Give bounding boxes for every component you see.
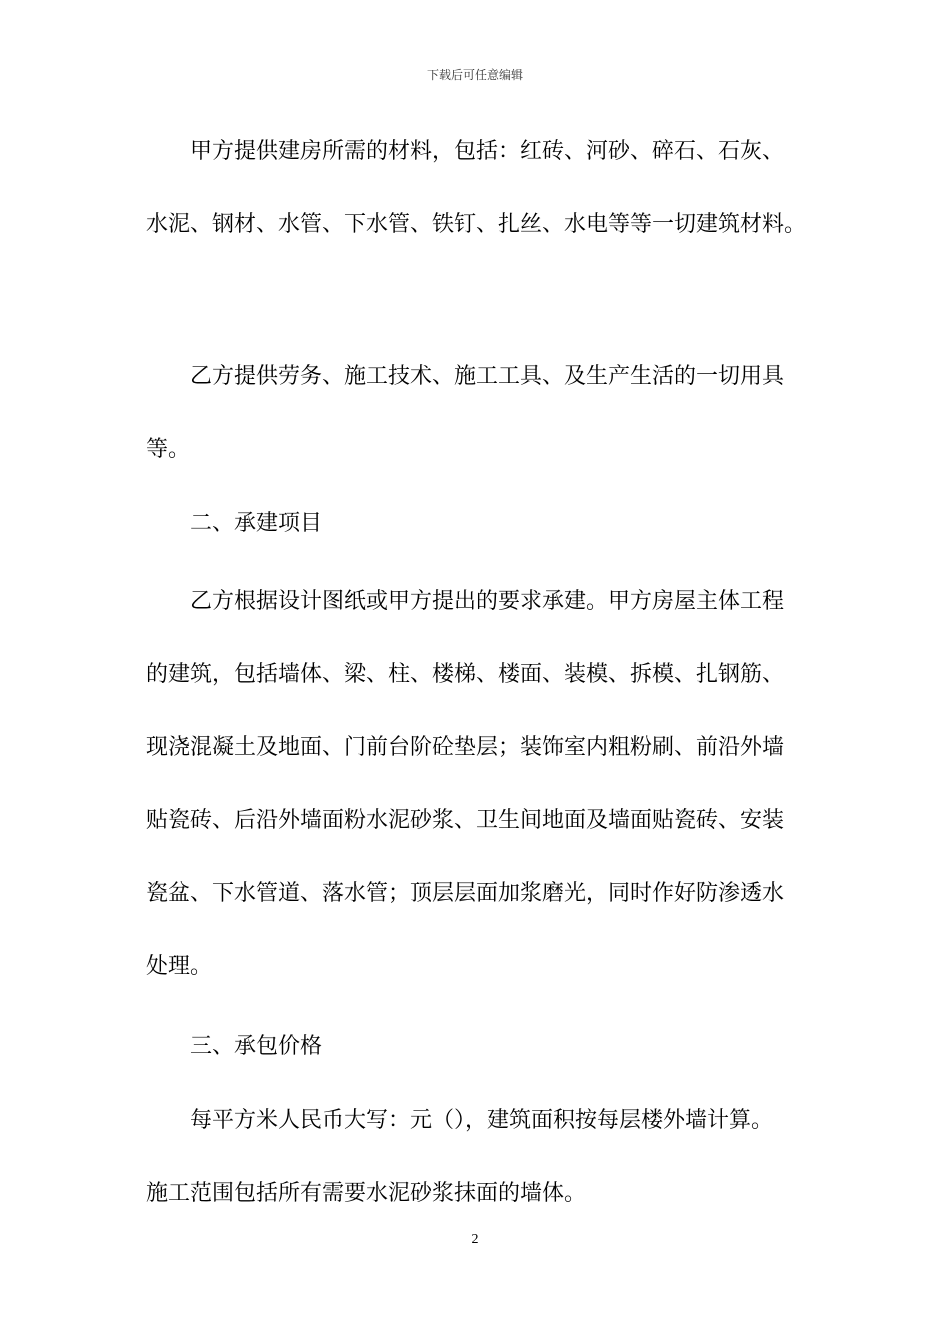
text-line: 现浇混凝土及地面、门前台阶砼垫层；装饰室内粗粉刷、前沿外墙 [146,735,785,760]
paragraph-price [146,1084,816,1230]
text-line: 等。 [146,437,191,462]
text-line: 每平方米人民币大写：元（），建筑面积按每层楼外墙计算。 [190,1108,774,1133]
text-line: 贴瓷砖、后沿外墙面粉水泥砂浆、卫生间地面及墙面贴瓷砖、安装 [146,808,785,833]
text-line: 的建筑，包括墙体、梁、柱、楼梯、楼面、装模、拆模、扎钢筋、 [146,662,785,687]
text-line: 处理。 [146,954,213,979]
text-line: 二、承建项目 [190,511,323,536]
paragraph-materials [146,115,816,261]
paragraph-construction-scope [146,565,816,1003]
text-line: 水泥、钢材、水管、下水管、铁钉、扎丝、水电等等一切建筑材料。 [146,212,807,237]
text-line: 乙方提供劳务、施工技术、施工工具、及生产生活的一切用具 [190,364,785,389]
section-heading-construction-items [146,487,816,560]
text-line: 瓷盆、下水管道、落水管；顶层层面加浆磨光，同时作好防渗透水 [146,881,785,906]
section-heading-contract-price [146,1010,816,1083]
text-line: 甲方提供建房所需的材料，包括：红砖、河砂、碎石、石灰、 [190,139,785,164]
text-line: 乙方根据设计图纸或甲方提出的要求承建。甲方房屋主体工程 [190,589,785,614]
header-note: 下载后可任意编辑 [426,68,523,82]
text-line: 三、承包价格 [190,1034,323,1059]
page-number: 2 [471,1232,479,1247]
paragraph-labor [146,340,816,486]
text-line: 施工范围包括所有需要水泥砂浆抹面的墙体。 [146,1181,587,1206]
